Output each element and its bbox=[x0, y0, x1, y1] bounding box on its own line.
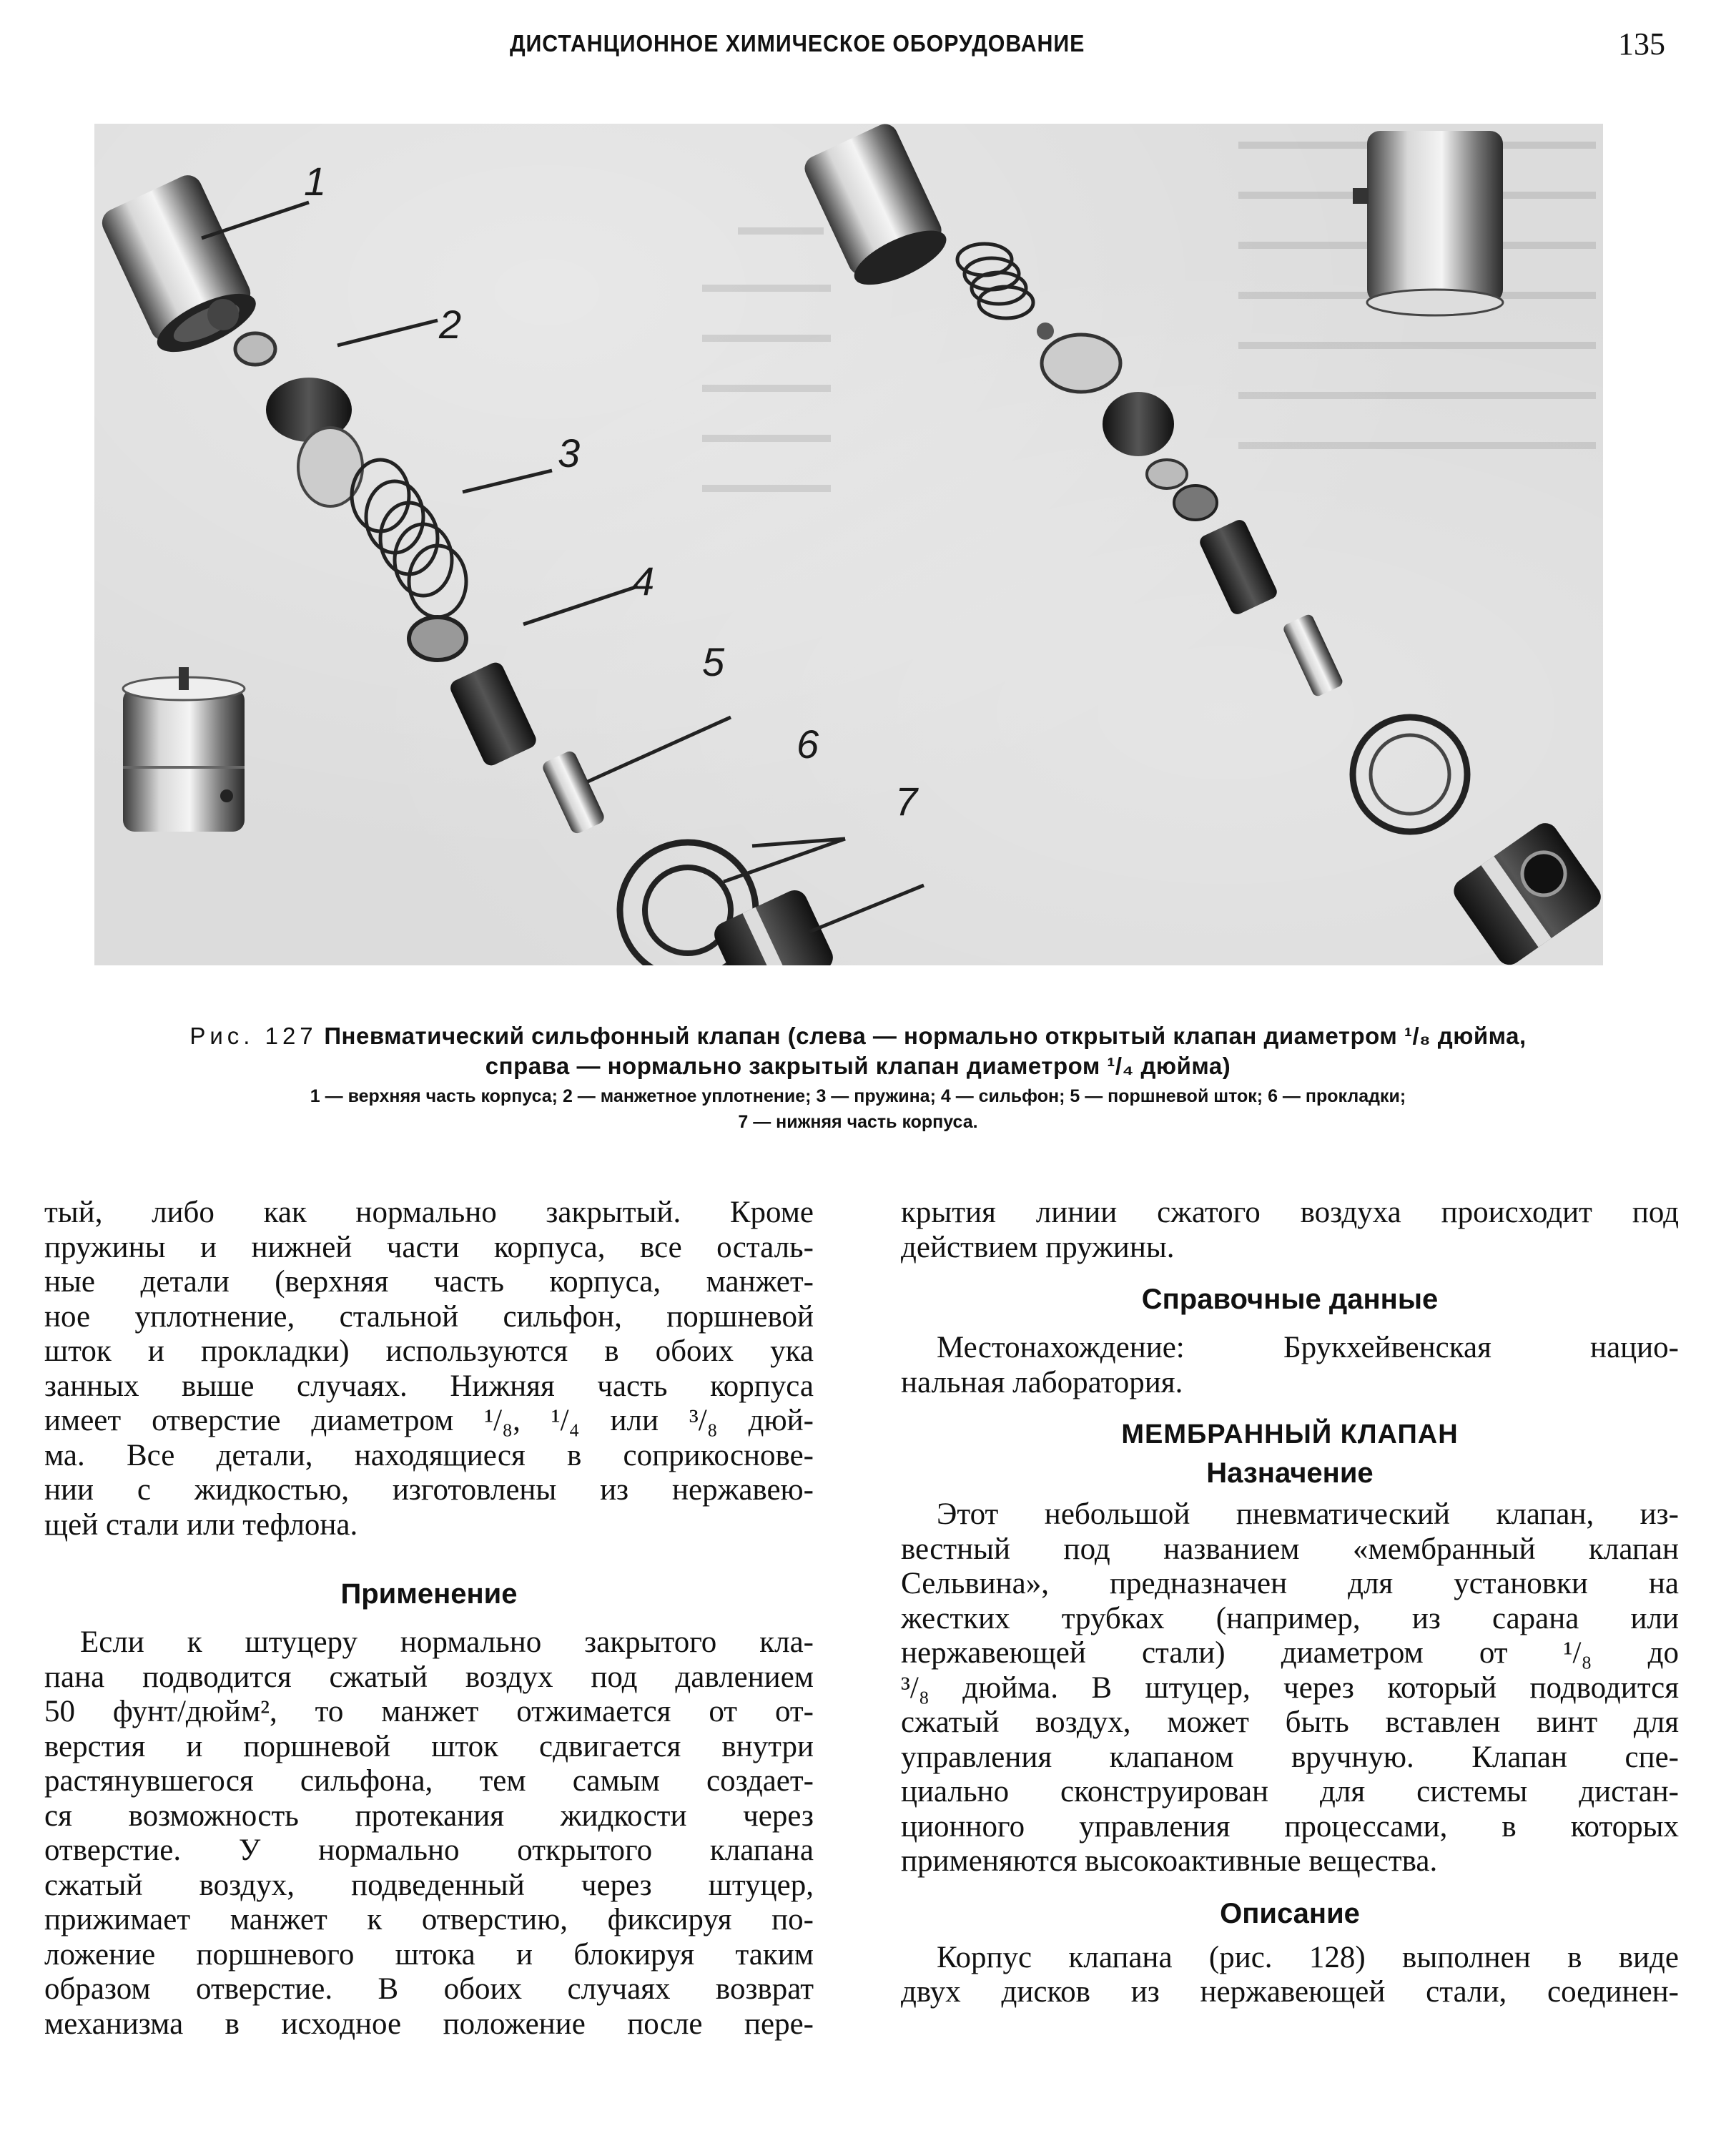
text-line: верстия и поршневой шток сдвигается внутри bbox=[44, 1729, 814, 1763]
paragraph-continued bbox=[901, 1196, 1679, 1265]
caption-title-text-1: Пневматический сильфонный клапан (слева — нормально открытый клапан диаметром ¹/₈ дюйма, bbox=[324, 1023, 1527, 1049]
paragraph-reference bbox=[901, 1331, 1679, 1400]
text-line: действием пружины. bbox=[901, 1230, 1175, 1264]
caption-legend-line-1: 1 — верхняя часть корпуса; 2 — манжетное уплотнение; 3 — пружина; 4 — сильфон; 5 — поршневой шток; 6 — прокладки; bbox=[310, 1086, 1406, 1106]
text-line: ся возможность протекания жидкости через bbox=[44, 1798, 814, 1833]
text-line: управления клапаном вручную. Клапан спе- bbox=[901, 1740, 1679, 1774]
text-line: шток и прокладки) используются в обоих ука bbox=[44, 1334, 814, 1368]
text-line: применяются высокоактивные вещества. bbox=[901, 1844, 1438, 1878]
text-line: имеет отверстие диаметром ¹/₈, ¹/₄ или ³/₈ дюй- bbox=[44, 1404, 814, 1437]
text-line: отверстие. У нормально открытого клапана bbox=[44, 1833, 814, 1867]
text-line: механизма в исходное положение после пере- bbox=[44, 2007, 814, 2041]
text-line: крытия линии сжатого воздуха происходит под bbox=[901, 1196, 1679, 1229]
text-line: вестный под названием «мембранный клапан bbox=[901, 1532, 1679, 1566]
text-line: Этот небольшой пневматический клапан, из- bbox=[937, 1497, 1679, 1531]
running-header bbox=[0, 27, 1716, 63]
section-title-membrane-valve: МЕМБРАННЫЙ КЛАПАН bbox=[1121, 1419, 1459, 1449]
text-line: циально сконструирован для системы дистан- bbox=[901, 1775, 1679, 1808]
exploded-valve-illustration bbox=[94, 124, 1603, 965]
right-column bbox=[901, 1196, 1679, 2010]
figure-caption bbox=[86, 1021, 1630, 1133]
heading-application: Применение bbox=[340, 1578, 518, 1610]
text-line: сжатый воздух, может быть вставлен винт для bbox=[901, 1705, 1679, 1739]
paragraph-continued bbox=[44, 1196, 814, 1542]
part-label-1: 1 bbox=[304, 159, 327, 204]
caption-title-line-2: справа — нормально закрытый клапан диаметром ¹/₄ дюйма) bbox=[485, 1053, 1231, 1079]
text-line: Местонахождение: Брукхейвенская нацио- bbox=[937, 1331, 1679, 1364]
text-line: образом отверстие. В обоих случаях возврат bbox=[44, 1972, 814, 2006]
text-line: нальная лаборатория. bbox=[901, 1365, 1183, 1399]
part-label-4: 4 bbox=[632, 558, 655, 604]
part-label-6: 6 bbox=[797, 722, 819, 767]
text-line: тый, либо как нормально закрытый. Кроме bbox=[44, 1196, 814, 1229]
text-line: ложение поршневого штока и блокируя таким bbox=[44, 1937, 814, 1972]
text-line: нии с жидкостью, изготовлены из нержавею- bbox=[44, 1473, 814, 1507]
paragraph-purpose bbox=[901, 1497, 1679, 1879]
text-line: Сельвина», предназначен для установки на bbox=[901, 1567, 1679, 1600]
paragraph-application bbox=[44, 1625, 814, 2042]
part-label-2: 2 bbox=[439, 302, 462, 347]
text-line: ное уплотнение, стальной сильфон, поршневой bbox=[44, 1299, 814, 1334]
paragraph-description bbox=[901, 1941, 1679, 2010]
text-line: жестких трубках (например, из сарана или bbox=[901, 1601, 1679, 1635]
part-label-3: 3 bbox=[558, 430, 581, 476]
text-line: ные детали (верхняя часть корпуса, манжет- bbox=[44, 1265, 814, 1299]
caption-legend-line-2: 7 — нижняя часть корпуса. bbox=[738, 1112, 978, 1132]
text-line: ма. Все детали, находящиеся в соприкоснове- bbox=[44, 1438, 814, 1472]
heading-description: Описание bbox=[1220, 1897, 1360, 1929]
left-column bbox=[44, 1196, 814, 2042]
figure-photo-valve-parts bbox=[94, 124, 1603, 965]
caption-title-line-1 bbox=[86, 1021, 1630, 1051]
text-line: пружины и нижней части корпуса, все осталь- bbox=[44, 1230, 814, 1264]
page-number: 135 bbox=[1618, 26, 1665, 61]
running-title: ДИСТАНЦИОННОЕ ХИМИЧЕСКОЕ ОБОРУДОВАНИЕ bbox=[510, 30, 1085, 56]
text-line: 50 фунт/дюйм², то манжет отжимается от от- bbox=[44, 1695, 814, 1728]
text-line: растянувшегося сильфона, тем самым создает- bbox=[44, 1764, 814, 1798]
text-line: сжатый воздух, подведенный через штуцер, bbox=[44, 1868, 814, 1902]
heading-reference-data: Справочные данные bbox=[1141, 1284, 1439, 1315]
caption-figure-ref: Рис. 127 bbox=[189, 1023, 317, 1049]
part-label-5: 5 bbox=[702, 639, 725, 684]
text-line: двух дисков из нержавеющей стали, соединен- bbox=[901, 1975, 1679, 2009]
left-valve-upper-body bbox=[97, 171, 263, 364]
text-line: Если к штуцеру нормально закрытого кла- bbox=[80, 1625, 814, 1659]
text-line: прижимает манжет к отверстию, фиксируя по- bbox=[44, 1903, 814, 1936]
text-line: нержавеющей стали) диаметром от ¹/₈ до bbox=[901, 1636, 1679, 1670]
text-line: занных выше случаях. Нижняя часть корпуса bbox=[44, 1369, 814, 1403]
text-line: щей стали или тефлона. bbox=[44, 1507, 358, 1542]
text-line: Корпус клапана (рис. 128) выполнен в виде bbox=[937, 1940, 1679, 1974]
text-line: ³/₈ дюйма. В штуцер, через который подводится bbox=[901, 1670, 1679, 1705]
part-label-7: 7 bbox=[895, 779, 918, 824]
text-line: ционного управления процессами, в которых bbox=[901, 1809, 1679, 1844]
heading-purpose: Назначение bbox=[1206, 1457, 1374, 1489]
text-line: пана подводится сжатый воздух под давлением bbox=[44, 1660, 814, 1694]
